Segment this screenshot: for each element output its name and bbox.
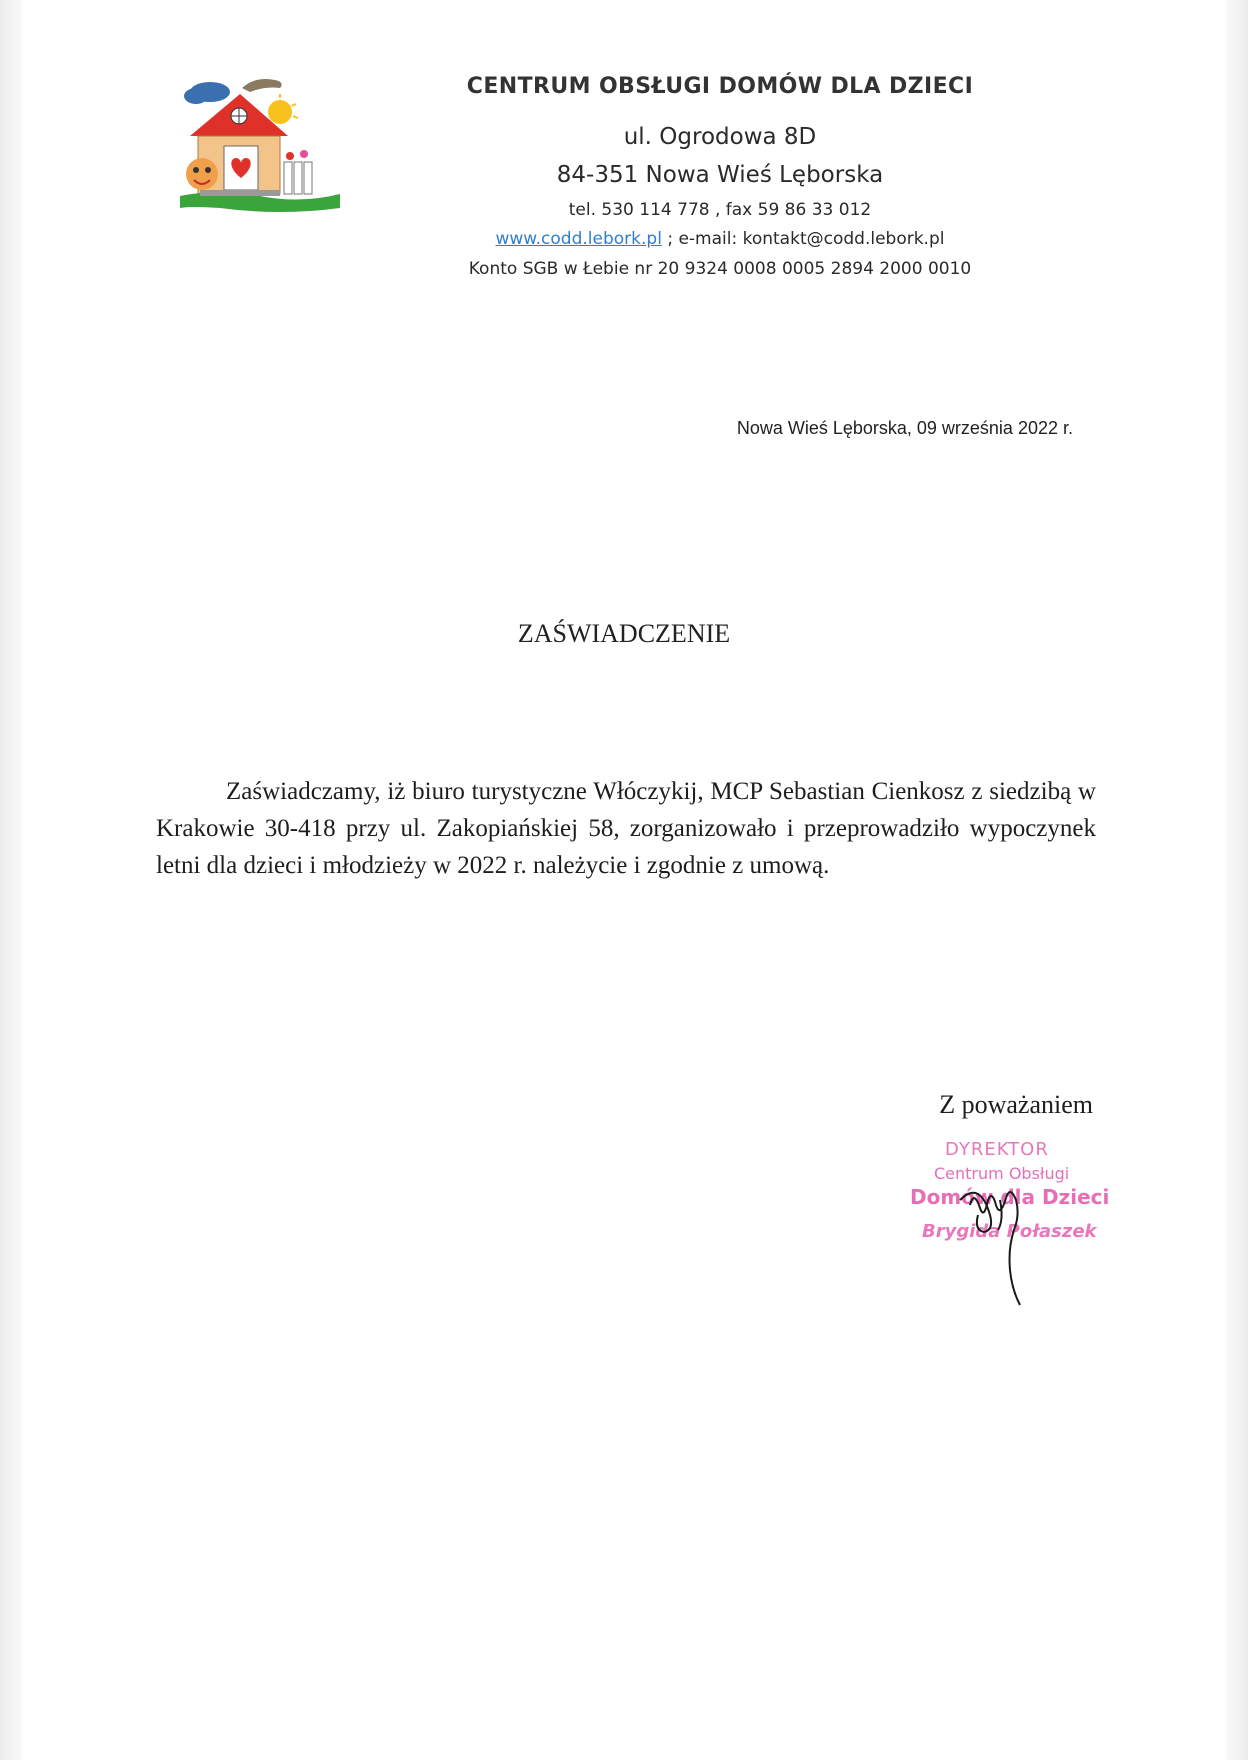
date-line: Nowa Wieś Lęborska, 09 września 2022 r. [736,418,1073,438]
address-city: 84-351 Nowa Wieś Lęborska [556,162,884,188]
contact-phone-fax: tel. 530 114 778 , fax 59 86 33 012 [568,200,872,220]
scan-edge-left [0,0,22,1760]
contact-web-email [400,229,1040,249]
stamp-line-2: Centrum Obsługi [934,1164,1070,1183]
organization-name: CENTRUM OBSŁUGI DOMÓW DLA DZIECI [466,74,974,99]
website-link[interactable]: www.codd.lebork.pl [495,229,662,249]
bank-account: Konto SGB w Łebie nr 20 9324 0008 0005 2894 2000 0010 [468,259,972,279]
stamp-line-1: DYREKTOR [945,1139,1049,1160]
stamp-line-3: Domów dla Dzieci [910,1185,1110,1209]
closing-phrase: Z poważaniem [939,1090,1093,1119]
document-title: ZAŚWIADCZENIE [517,619,731,648]
handwritten-signature-icon [930,1160,1070,1310]
address-street: ul. Ogrodowa 8D [623,124,817,150]
email-text: ; e-mail: kontakt@codd.lebork.pl [661,229,945,249]
stamp-line-4: Brygida Połaszek [922,1221,1097,1242]
scan-edge-right [1226,0,1248,1760]
house-logo-icon [180,74,340,224]
certificate-body: Zaświadczamy, iż biuro turystyczne Włóczykij, MCP Sebastian Cienkosz z siedzibą w Krakowie 30-418 przy ul. Zakopiańskiej 58, zorganizowało i przeprowadziło wypoczynek letni dla dzieci i młodzieży w 2022 r. należycie i zgodnie z umową. [156,778,1096,879]
